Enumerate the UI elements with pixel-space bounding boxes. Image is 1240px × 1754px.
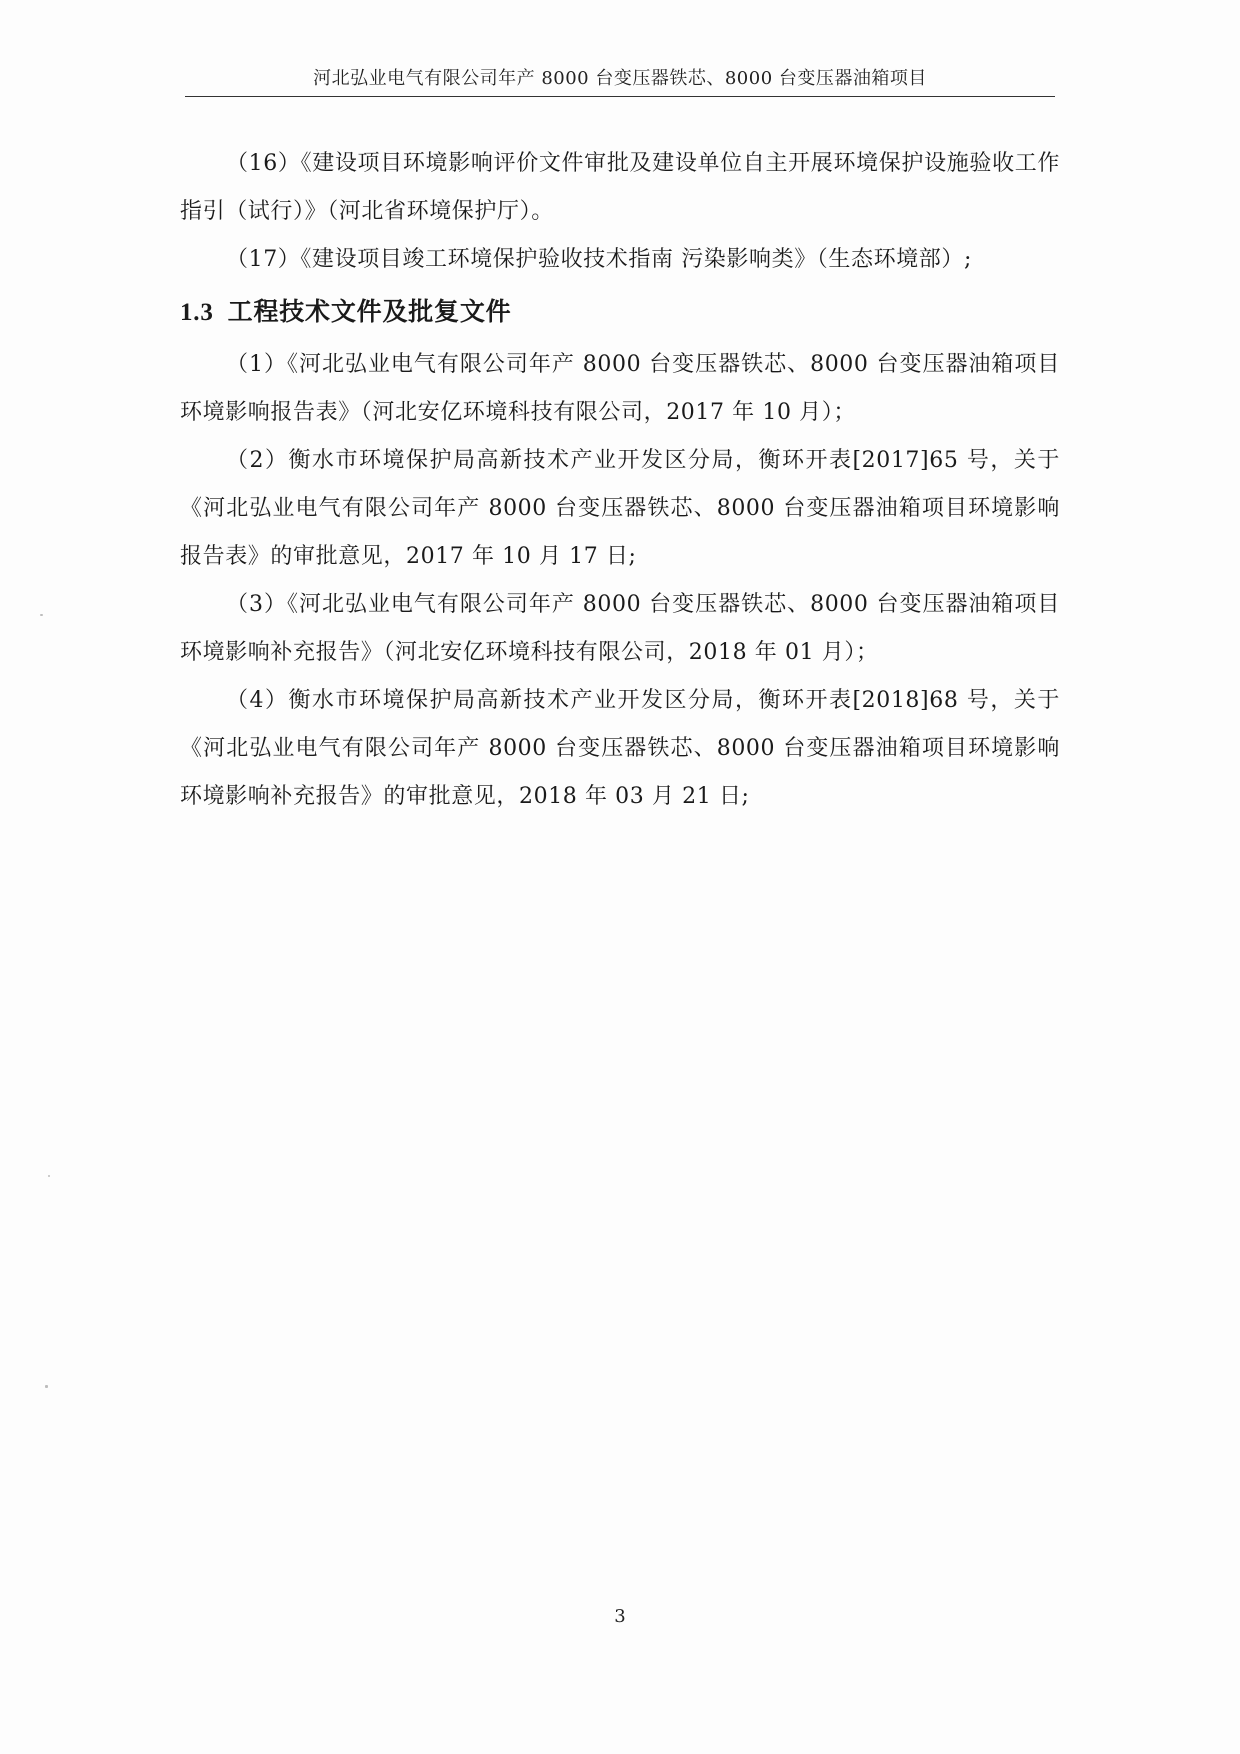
technical-document-item-1: （1）《河北弘业电气有限公司年产 8000 台变压器铁芯、8000 台变压器油箱项目环境影响报告表》（河北安亿环境科技有限公司，2017 年 10 月）； [180,352,1060,425]
technical-document-item-2: （2）衡水市环境保护局高新技术产业开发区分局，衡环开表[2017]65 号，关于《河北弘业电气有限公司年产 8000 台变压器铁芯、8000 台变压器油箱项目环境影响报告表》的审批意见，2017 年 10 月 17 日; [180,448,1060,569]
reference-item-17: （17）《建设项目竣工环境保护验收技术指南 污染影响类》（生态环境部）; [226,247,973,272]
page-number: 3 [614,1606,626,1627]
scan-speck [48,1175,50,1177]
page-header-title: 河北弘业电气有限公司年产 8000 台变压器铁芯、8000 台变压器油箱项目 [313,68,927,89]
document-body [180,140,1060,821]
header-divider [185,96,1055,97]
technical-document-item-3: （3）《河北弘业电气有限公司年产 8000 台变压器铁芯、8000 台变压器油箱项目环境影响补充报告》（河北安亿环境科技有限公司，2018 年 01 月）； [180,592,1060,665]
section-number: 1.3 [180,299,214,326]
section-title: 工程技术文件及批复文件 [227,297,512,326]
technical-document-item-4: （4）衡水市环境保护局高新技术产业开发区分局，衡环开表[2018]68 号，关于《河北弘业电气有限公司年产 8000 台变压器铁芯、8000 台变压器油箱项目环境影响环境影响补充报告》的审批意见，2018 年 03 月 21 日; [180,688,1060,809]
scan-speck [40,614,43,616]
scan-speck [45,1385,48,1388]
reference-item-16: （16）《建设项目环境影响评价文件审批及建设单位自主开展环境保护设施验收工作指引（试行）》（河北省环境保护厅）。 [180,151,1060,224]
section-heading [180,284,1060,341]
